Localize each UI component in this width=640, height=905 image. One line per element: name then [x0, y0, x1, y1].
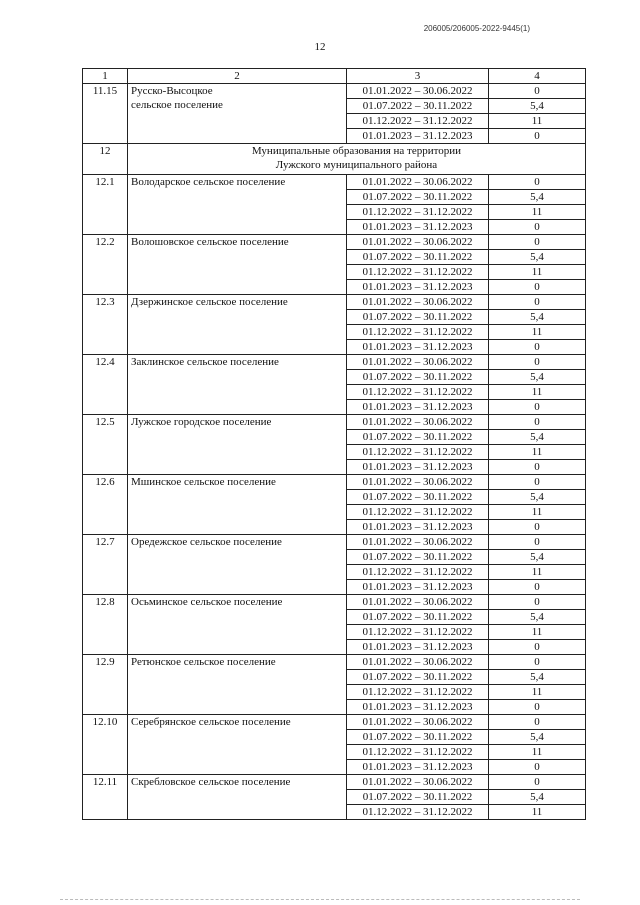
row-number: 12.11: [83, 775, 128, 820]
row-number: 11.15: [83, 84, 128, 144]
settlement-name: [128, 84, 347, 144]
row-number: 12.6: [83, 475, 128, 535]
period-cell: 01.07.2022 – 30.11.2022: [347, 430, 489, 445]
row-number: 12.3: [83, 295, 128, 355]
value-cell: 0: [489, 460, 586, 475]
period-cell: 01.01.2023 – 31.12.2023: [347, 280, 489, 295]
settlement-name: Ретюнское сельское поселение: [128, 655, 347, 715]
period-cell: 01.01.2022 – 30.06.2022: [347, 175, 489, 190]
settlement-name: Волошовское сельское поселение: [128, 235, 347, 295]
value-cell: 0: [489, 775, 586, 790]
settlement-name-line1: Русско-Высоцкое: [131, 85, 213, 97]
settlement-name: Лужское городское поселение: [128, 415, 347, 475]
tariff-table: [82, 68, 586, 820]
document-id: 206005/206005-2022-9445(1): [423, 24, 530, 33]
period-cell: 01.07.2022 – 30.11.2022: [347, 550, 489, 565]
period-cell: 01.01.2023 – 31.12.2023: [347, 700, 489, 715]
value-cell: 0: [489, 129, 586, 144]
period-cell: 01.12.2022 – 31.12.2022: [347, 505, 489, 520]
page-number: 12: [314, 41, 326, 53]
period-cell: 01.07.2022 – 30.11.2022: [347, 490, 489, 505]
value-cell: 11: [489, 265, 586, 280]
value-cell: 5,4: [489, 99, 586, 114]
value-cell: 0: [489, 595, 586, 610]
value-cell: 11: [489, 445, 586, 460]
period-cell: 01.12.2022 – 31.12.2022: [347, 805, 489, 820]
period-cell: 01.12.2022 – 31.12.2022: [347, 265, 489, 280]
period-cell: 01.07.2022 – 30.11.2022: [347, 99, 489, 114]
period-cell: 01.07.2022 – 30.11.2022: [347, 730, 489, 745]
value-cell: 0: [489, 655, 586, 670]
settlement-name: Скребловское сельское поселение: [128, 775, 347, 820]
settlement-name: Заклинское сельское поселение: [128, 355, 347, 415]
value-cell: 0: [489, 760, 586, 775]
value-cell: 5,4: [489, 670, 586, 685]
value-cell: 0: [489, 280, 586, 295]
period-cell: 01.01.2022 – 30.06.2022: [347, 715, 489, 730]
period-cell: 01.07.2022 – 30.11.2022: [347, 370, 489, 385]
period-cell: 01.07.2022 – 30.11.2022: [347, 670, 489, 685]
settlement-name: Володарское сельское поселение: [128, 175, 347, 235]
period-cell: 01.07.2022 – 30.11.2022: [347, 190, 489, 205]
value-cell: 0: [489, 235, 586, 250]
value-cell: 0: [489, 580, 586, 595]
period-cell: 01.07.2022 – 30.11.2022: [347, 790, 489, 805]
period-cell: 01.01.2022 – 30.06.2022: [347, 595, 489, 610]
value-cell: 11: [489, 385, 586, 400]
value-cell: 11: [489, 505, 586, 520]
period-cell: 01.01.2022 – 30.06.2022: [347, 84, 489, 99]
value-cell: 5,4: [489, 370, 586, 385]
section-row: [83, 144, 586, 175]
period-cell: 01.07.2022 – 30.11.2022: [347, 250, 489, 265]
settlement-name: Мшинское сельское поселение: [128, 475, 347, 535]
value-cell: 0: [489, 340, 586, 355]
value-cell: 0: [489, 640, 586, 655]
row-number: 12.8: [83, 595, 128, 655]
table-row: [83, 175, 586, 190]
value-cell: 11: [489, 114, 586, 129]
table-row: [83, 295, 586, 310]
period-cell: 01.12.2022 – 31.12.2022: [347, 685, 489, 700]
row-number: 12.5: [83, 415, 128, 475]
period-cell: 01.12.2022 – 31.12.2022: [347, 745, 489, 760]
settlement-name-line2: сельское поселение: [131, 99, 223, 111]
period-cell: 01.01.2022 – 30.06.2022: [347, 655, 489, 670]
period-cell: 01.12.2022 – 31.12.2022: [347, 325, 489, 340]
settlement-name: Осьминское сельское поселение: [128, 595, 347, 655]
section-title-line2: Лужского муниципального района: [275, 159, 438, 171]
period-cell: 01.01.2022 – 30.06.2022: [347, 295, 489, 310]
value-cell: 11: [489, 685, 586, 700]
period-cell: 01.01.2023 – 31.12.2023: [347, 220, 489, 235]
value-cell: 11: [489, 565, 586, 580]
period-cell: 01.01.2023 – 31.12.2023: [347, 520, 489, 535]
value-cell: 0: [489, 415, 586, 430]
period-cell: 01.12.2022 – 31.12.2022: [347, 385, 489, 400]
value-cell: 0: [489, 400, 586, 415]
value-cell: 11: [489, 325, 586, 340]
section-title-line1: Муниципальные образования на территории: [251, 145, 462, 157]
period-cell: 01.01.2023 – 31.12.2023: [347, 400, 489, 415]
period-cell: 01.01.2023 – 31.12.2023: [347, 580, 489, 595]
header-col-1: 1: [83, 69, 128, 84]
value-cell: 5,4: [489, 610, 586, 625]
value-cell: 0: [489, 475, 586, 490]
value-cell: 11: [489, 625, 586, 640]
value-cell: 11: [489, 745, 586, 760]
row-number: 12.4: [83, 355, 128, 415]
scan-edge-marks: [60, 899, 580, 901]
value-cell: 0: [489, 295, 586, 310]
period-cell: 01.12.2022 – 31.12.2022: [347, 565, 489, 580]
value-cell: 5,4: [489, 790, 586, 805]
table-row: [83, 715, 586, 730]
row-number: 12.9: [83, 655, 128, 715]
section-number: 12: [83, 144, 128, 175]
value-cell: 5,4: [489, 430, 586, 445]
period-cell: 01.01.2023 – 31.12.2023: [347, 340, 489, 355]
period-cell: 01.07.2022 – 30.11.2022: [347, 610, 489, 625]
section-title: [128, 144, 586, 175]
settlement-name: Серебрянское сельское поселение: [128, 715, 347, 775]
value-cell: 5,4: [489, 490, 586, 505]
value-cell: 5,4: [489, 310, 586, 325]
row-number: 12.7: [83, 535, 128, 595]
value-cell: 5,4: [489, 730, 586, 745]
table-row: [83, 355, 586, 370]
table-header-row: [83, 69, 586, 84]
table-row: [83, 475, 586, 490]
period-cell: 01.01.2022 – 30.06.2022: [347, 235, 489, 250]
table-row: [83, 84, 586, 99]
table-row: [83, 535, 586, 550]
table-row: [83, 655, 586, 670]
period-cell: 01.01.2022 – 30.06.2022: [347, 415, 489, 430]
value-cell: 0: [489, 355, 586, 370]
value-cell: 0: [489, 520, 586, 535]
period-cell: 01.01.2022 – 30.06.2022: [347, 355, 489, 370]
value-cell: 11: [489, 205, 586, 220]
header-col-2: 2: [128, 69, 347, 84]
period-cell: 01.01.2023 – 31.12.2023: [347, 640, 489, 655]
value-cell: 0: [489, 175, 586, 190]
period-cell: 01.12.2022 – 31.12.2022: [347, 445, 489, 460]
row-number: 12.1: [83, 175, 128, 235]
period-cell: 01.01.2023 – 31.12.2023: [347, 760, 489, 775]
period-cell: 01.01.2022 – 30.06.2022: [347, 775, 489, 790]
table-row: [83, 595, 586, 610]
period-cell: 01.01.2022 – 30.06.2022: [347, 475, 489, 490]
period-cell: 01.12.2022 – 31.12.2022: [347, 205, 489, 220]
table-row: [83, 415, 586, 430]
row-number: 12.10: [83, 715, 128, 775]
period-cell: 01.12.2022 – 31.12.2022: [347, 114, 489, 129]
period-cell: 01.01.2023 – 31.12.2023: [347, 460, 489, 475]
table-row: [83, 235, 586, 250]
value-cell: 5,4: [489, 190, 586, 205]
period-cell: 01.01.2023 – 31.12.2023: [347, 129, 489, 144]
period-cell: 01.01.2022 – 30.06.2022: [347, 535, 489, 550]
period-cell: 01.12.2022 – 31.12.2022: [347, 625, 489, 640]
header-col-3: 3: [347, 69, 489, 84]
value-cell: 0: [489, 700, 586, 715]
table-row: [83, 775, 586, 790]
row-number: 12.2: [83, 235, 128, 295]
value-cell: 5,4: [489, 550, 586, 565]
value-cell: 5,4: [489, 250, 586, 265]
value-cell: 11: [489, 805, 586, 820]
header-col-4: 4: [489, 69, 586, 84]
period-cell: 01.07.2022 – 30.11.2022: [347, 310, 489, 325]
value-cell: 0: [489, 220, 586, 235]
settlement-name: Дзержинское сельское поселение: [128, 295, 347, 355]
value-cell: 0: [489, 84, 586, 99]
value-cell: 0: [489, 535, 586, 550]
settlement-name: Оредежское сельское поселение: [128, 535, 347, 595]
value-cell: 0: [489, 715, 586, 730]
